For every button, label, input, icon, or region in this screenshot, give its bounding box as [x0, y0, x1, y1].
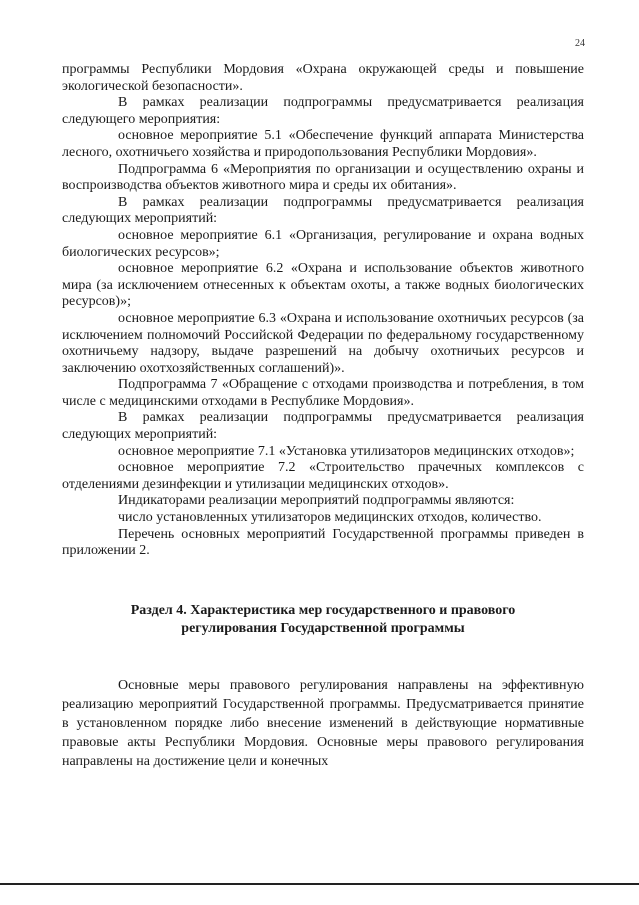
body-paragraph: В рамках реализации подпрограммы предусматривается реализация следующих мероприятий: [62, 410, 584, 443]
body-paragraph: Индикаторами реализации мероприятий подпрограммы являются: [118, 493, 515, 509]
body-paragraph: основное мероприятие 7.1 «Установка утилизаторов медицинских отходов»; [118, 443, 575, 459]
body-paragraph: В рамках реализации подпрограммы предусматривается реализация следующих мероприятий: [62, 194, 584, 227]
body-paragraph: Подпрограмма 6 «Мероприятия по организации и осуществлению охраны и воспроизводства объектов животного мира и среды их обитания». [62, 161, 584, 194]
section-heading [62, 602, 584, 638]
document-body [62, 62, 584, 771]
section-paragraph: Основные меры правового регулирования направлены на эффективную реализацию мероприятий Государственной программы. Предусматривается принятие в установленном порядке либо внесение изменений в действующие нормативные правовые акты Республики Мордовия. Основные меры правового регулирования направлены на достижение цели и конечных [62, 677, 584, 769]
section-heading-line-1: Раздел 4. Характеристика мер государственного и правового [130, 602, 516, 618]
paragraph-list [62, 62, 584, 560]
body-paragraph: программы Республики Мордовия «Охрана окружающей среды и повышение экологической безопасности». [62, 62, 584, 94]
body-paragraph: основное мероприятие 5.1 «Обеспечение функций аппарата Министерства лесного, охотничьего хозяйства и природопользования Республики Мордовия». [62, 128, 584, 160]
section-heading-line-2: регулирования Государственной программы [181, 620, 465, 636]
body-paragraph: В рамках реализации подпрограммы предусматривается реализация следующего мероприятия: [62, 95, 584, 127]
body-paragraph: число установленных утилизаторов медицинских отходов, количество. [118, 510, 542, 526]
body-paragraph: Подпрограмма 7 «Обращение с отходами производства и потребления, в том числе с медицинскими отходами в Республике Мордовия». [62, 377, 584, 409]
page-number: 24 [575, 38, 585, 49]
scan-edge-line [0, 883, 639, 885]
body-paragraph: основное мероприятие 6.2 «Охрана и использование объектов животного мира (за исключением отнесенных к объектам охоты, а также водных биологических ресурсов)»; [62, 261, 584, 310]
body-paragraph: основное мероприятие 7.2 «Строительство прачечных комплексов с отделениями дезинфекции и утилизации медицинских отходов». [62, 460, 584, 492]
body-paragraph: Перечень основных мероприятий Государственной программы приведен в приложении 2. [62, 526, 584, 559]
body-paragraph: основное мероприятие 6.3 «Охрана и использование охотничьих ресурсов (за исключением полномочий Российской Федерации по федеральному государственному охотничьему надзору, выдаче разрешений на добычу охотничьих ресурсов и заключению охотхозяйственных соглашений)». [62, 310, 584, 376]
body-paragraph: основное мероприятие 6.1 «Организация, регулирование и охрана водных биологических ресурсов»; [62, 227, 584, 260]
